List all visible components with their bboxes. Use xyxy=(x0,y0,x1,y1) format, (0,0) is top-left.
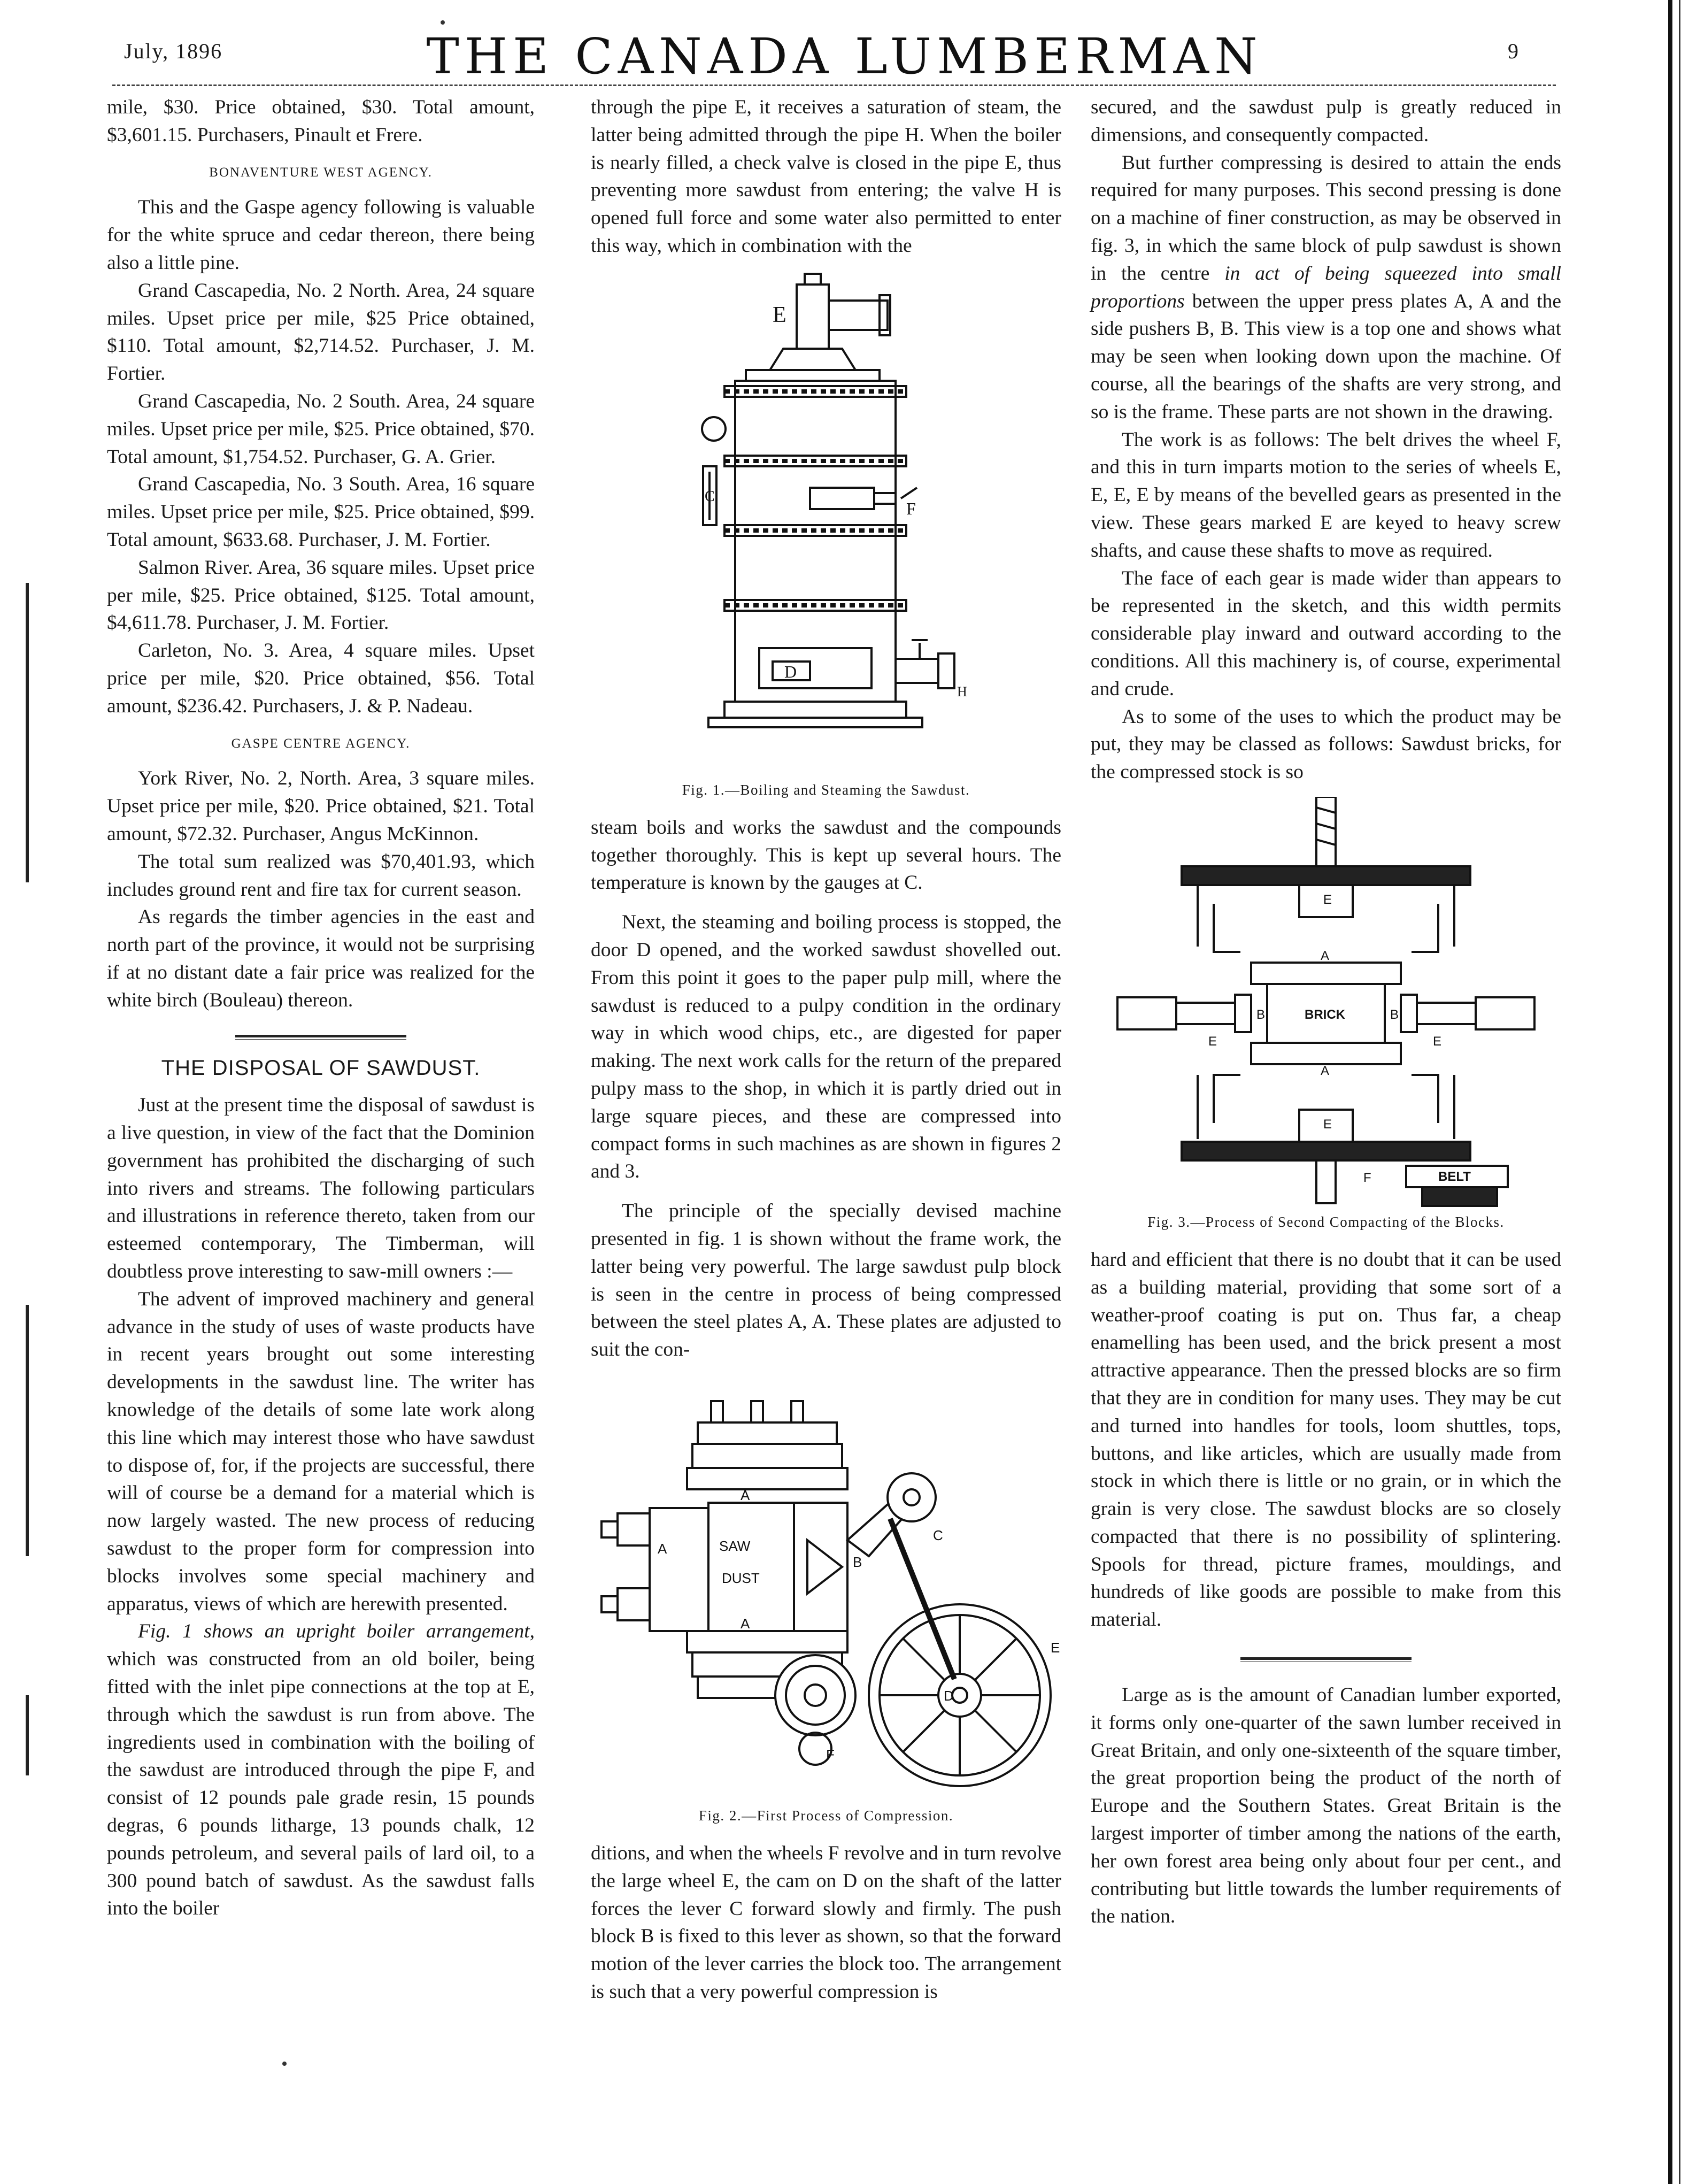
label-f: F xyxy=(906,498,916,518)
paragraph: The principle of the specially devised machine presented in fig. 1 is shown without the frame work, the latter being very powerful. The large sawdust pulp block is seen in the centre in process of being compressed between the steel plates A, A. These plates are adjusted to suit the con- xyxy=(591,1200,1061,1361)
figure-1-caption: Fig. 1.—Boiling and Steaming the Sawdust. xyxy=(682,781,970,798)
label-e: E xyxy=(773,302,786,327)
label-d: D xyxy=(944,1687,954,1704)
paragraph xyxy=(1091,149,1561,426)
label-saw: SAW xyxy=(719,1537,751,1554)
label-belt: BELT xyxy=(1438,1169,1471,1184)
section-divider xyxy=(235,1035,406,1040)
compression-drawing xyxy=(591,1380,1061,1802)
label-f: F xyxy=(826,1746,835,1763)
label-c: C xyxy=(933,1527,943,1543)
label-dust: DUST xyxy=(722,1570,760,1586)
paragraph: Large as is the amount of Canadian lumber exported, it forms only one-quarter of the sawn lumber received in Great Britain, and only one-sixteenth of the square timber, the great proportion being the product of the north of Europe and the Southern States. Great Britain is the largest importer of timber among the nations of the earth, her own forest area being only about four per cent., and contributing but little towards the lumber requirements of the nation. xyxy=(1091,1684,1561,1928)
paragraph: Grand Cascapedia, No. 2 North. Area, 24 square miles. Upset price per mile, $25 Price obtained, $110. Total amount, $2,714.52. Purchaser, J. M. Fortier. xyxy=(107,279,535,385)
article-title: THE DISPOSAL OF SAWDUST. xyxy=(161,1056,481,1080)
issue-date: July, 1896 xyxy=(124,39,223,63)
label-e-bottom: E xyxy=(1323,1117,1332,1132)
left-margin-rule xyxy=(26,1695,29,1775)
paragraph: Just at the present time the disposal of sawdust is a live question, in view of the fact that the Dominion government has prohibited the discharging of such into rivers and streams. The following particulars and illustrations in reference thereto, taken from our esteemed contemporary, The Timberman, will doubtless prove interesting to saw-mill owners :— xyxy=(107,1094,535,1283)
label-a-bottom: A xyxy=(1321,1063,1330,1078)
italic-lead: Fig. 1 shows an upright boiler arrangement, xyxy=(138,1620,535,1643)
label-c: C xyxy=(705,488,715,505)
column-1 xyxy=(107,94,535,1922)
label-e-right: E xyxy=(1433,1034,1442,1049)
paragraph: Salmon River. Area, 36 square miles. Upset price per mile, $25. Price obtained, $125. Total amount, $4,611.78. Purchaser, J. M. Fortier. xyxy=(107,556,535,634)
figure-3-second-compacting xyxy=(1107,797,1545,1209)
paragraph: As regards the timber agencies in the east and north part of the province, it would not be surprising if at no distant date a fair price was realized for the white birch (Bouleau) thereon. xyxy=(107,906,535,1011)
column-2 xyxy=(591,94,1061,2006)
label-a-bottom: A xyxy=(741,1615,750,1632)
figure-2-compression xyxy=(591,1380,1061,1802)
label-f: F xyxy=(1363,1170,1371,1185)
paragraph: which was constructed from an old boiler, being fitted with the inlet pipe connections at the top at E, through which the sawdust is run from above. The ingredients used in combination with the boiling of the sawdust are introduced through the pipe F, and consist of 12 pounds pale grade resin, 15 pounds degras, 6 pounds litharge, 13 pounds chalk, 12 pounds petroleum, and several pails of lard oil, to a 300 pound batch of sawdust. As the sawdust falls into the boiler xyxy=(107,1648,535,1920)
paragraph: The face of each gear is made wider than appears to be represented in the sketch, and this width permits considerable play inward and outward according to the conditions. All this machinery is, of course, experimental and crude. xyxy=(1091,567,1561,700)
subheading: BONAVENTURE WEST AGENCY. xyxy=(209,165,433,180)
figure-1-boiler xyxy=(644,263,1008,776)
paragraph: Grand Cascapedia, No. 3 South. Area, 16 square miles. Upset price per mile, $25. Price obtained, $99. Total amount, $633.68. Purchaser, J. M. Fortier. xyxy=(107,473,535,551)
label-e-left: E xyxy=(1208,1034,1217,1049)
compacting-drawing xyxy=(1107,797,1545,1209)
label-e: E xyxy=(1051,1639,1060,1656)
right-page-border xyxy=(1679,0,1680,2184)
paragraph: secured, and the sawdust pulp is greatly reduced in dimensions, and consequently compacted. xyxy=(1091,96,1561,146)
section-divider xyxy=(1240,1657,1412,1662)
paragraph: The work is as follows: The belt drives the wheel F, and this in turn imparts motion to the series of wheels E, E, E, E by means of the bevelled gears as presented in the view. These gears marked E are keyed to heavy screw shafts, and cause these shafts to move as required. xyxy=(1091,428,1561,562)
label-h: H xyxy=(957,683,967,699)
paragraph: Next, the steaming and boiling process is stopped, the door D opened, and the worked sawdust shovelled out. From this point it goes to the paper pulp mill, where the sawdust is reduced to a pulpy condition in the ordinary way in which wood chips, etc., are digested for paper making. The next work calls for the return of the prepared pulpy mass to the shop, in which it is partly dried out in large square pieces, and these are compressed into compact forms in such machines as are shown in figures 2 and 3. xyxy=(591,911,1061,1183)
paragraph: hard and efficient that there is no doubt that it can be used as a building material, providing that some sort of a weather-proof coating is put on. Thus far, a cheap enamelling has been used, and the brick present a most attractive appearance. Then the pressed blocks are so firm that they are in condition for many uses. They may be cut and turned into handles for tools, loom shuttles, tops, buttons, and like articles, which are usually made from stock in which there is little or no grain, or in which the grain is very close. The sawdust blocks are so closely compacted that there is no possibility of splintering. Spools for thread, picture frames, mouldings, and hundreds of like goods are possible to make from this material. xyxy=(1091,1248,1561,1631)
label-b-left: B xyxy=(1256,1007,1266,1022)
right-page-border xyxy=(1668,0,1672,2184)
paragraph: steam boils and works the sawdust and the compounds together thoroughly. This is kept up several hours. The temperature is known by the gauges at C. xyxy=(591,816,1061,894)
ink-speck xyxy=(441,20,445,25)
left-margin-rule xyxy=(26,583,29,882)
paragraph: York River, No. 2, North. Area, 3 square miles. Upset price per mile, $20. Price obtained, $21. Total amount, $72.32. Purchaser, Angus McKinnon. xyxy=(107,767,535,845)
paragraph: mile, $30. Price obtained, $30. Total amount, $3,601.15. Purchasers, Pinault et Frere. xyxy=(107,96,535,146)
masthead-title: THE CANADA LUMBERMAN xyxy=(426,28,1263,85)
column-3 xyxy=(1091,94,1561,1931)
label-d: D xyxy=(784,662,797,681)
figure-3-caption: Fig. 3.—Process of Second Compacting of the Blocks. xyxy=(1147,1213,1505,1230)
paragraph: Carleton, No. 3. Area, 4 square miles. Upset price per mile, $20. Price obtained, $56. Total amount, $236.42. Purchasers, J. & P. Nadeau. xyxy=(107,640,535,717)
label-a-side: A xyxy=(658,1540,667,1557)
page-number: 9 xyxy=(1508,39,1518,63)
paragraph: The advent of improved machinery and general advance in the study of uses of waste products have in recent years brought out some interesting developments in the sawdust line. The writer has knowledge of the details of some late work along this line which may interest those who have sawdust to dispose of, for, if the projects are successful, there will of course be a demand for a material which is now largely wasted. The new process of reducing sawdust to the proper form for compression into blocks involves some special machinery and apparatus, views of which are herewith presented. xyxy=(107,1288,535,1615)
left-margin-rule xyxy=(26,1305,29,1556)
subheading: GASPE CENTRE AGENCY. xyxy=(231,736,411,751)
italic-run: in act of being squeezed into small proportions xyxy=(1091,262,1562,312)
paragraph: Grand Cascapedia, No. 2 South. Area, 24 square miles. Upset price per mile, $25. Price obtained, $70. Total amount, $1,754.52. Purchaser, G. A. Grier. xyxy=(107,390,535,468)
paragraph: As to some of the uses to which the product may be put, they may be classed as follows: Sawdust bricks, for the compressed stock is so xyxy=(1091,705,1561,783)
label-a-top: A xyxy=(1321,948,1330,963)
ink-speck xyxy=(282,2062,287,2066)
figure-2-caption: Fig. 2.—First Process of Compression. xyxy=(698,1807,954,1824)
text-run: But further compressing is desired to attain the ends required for many purposes. This second pressing is done on a machine of finer construction, as may be observed in fig. 3, in which the same block of pulp sawdust is shown in the centre xyxy=(1091,151,1561,284)
label-brick: BRICK xyxy=(1305,1007,1345,1022)
text-run: between the upper press plates A, A and the side pushers B, B. This view is a top one and shows what may be seen when looking down upon the machine. Of course, all the bearings of the shafts are very strong, and so is the frame. These parts are not shown in the drawing. xyxy=(1091,290,1561,423)
paragraph: The total sum realized was $70,401.93, which includes ground rent and fire tax for current season. xyxy=(107,850,535,901)
label-b-right: B xyxy=(1390,1007,1399,1022)
label-e-top: E xyxy=(1323,892,1332,907)
label-a-top: A xyxy=(741,1487,750,1503)
header-rule xyxy=(112,84,1556,86)
paragraph: through the pipe E, it receives a saturation of steam, the latter being admitted through the pipe H. When the boiler is nearly filled, a check valve is closed in the pipe E, thus preventing more sawdust from entering; the valve H is opened full force and some water also permitted to enter this way, which in combination with the xyxy=(591,96,1061,257)
paragraph: ditions, and when the wheels F revolve and in turn revolve the large wheel E, the cam on D on the shaft of the latter forces the lever C forward slowly and firmly. The push block B is fixed to this lever as shown, so that the forward motion of the lever carries the block too. The arrangement is such that a very powerful compression is xyxy=(591,1842,1062,2003)
label-b: B xyxy=(853,1554,862,1570)
paragraph: This and the Gaspe agency following is valuable for the white spruce and cedar thereon, there being also a little pine. xyxy=(107,196,535,274)
boiler-drawing xyxy=(644,263,1008,776)
